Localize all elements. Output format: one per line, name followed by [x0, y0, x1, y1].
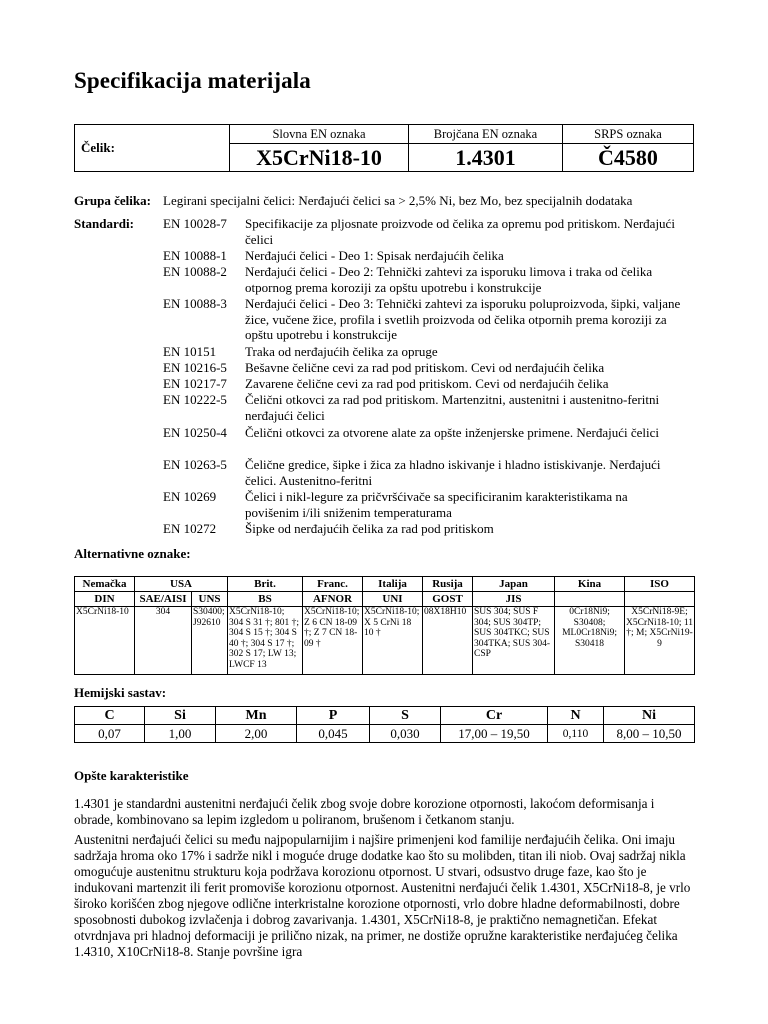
element-header: Mn [216, 707, 297, 725]
element-header: Cr [441, 707, 548, 725]
standard-desc: Traka od nerđajućih čelika za opruge [245, 344, 438, 359]
group-text: Legirani specijalni čelici: Nerđajući čelici sa > 2,5% Ni, bez Mo, bez specijalnih dodataka [163, 193, 633, 208]
steel-group [74, 193, 633, 208]
standard-code: EN 10028-7 [163, 216, 227, 231]
system-header: JIS [473, 592, 555, 607]
standard-desc: Nerđajući čelici - Deo 1: Spisak nerđajućih čelika [245, 248, 504, 263]
country-header: Italija [363, 577, 423, 592]
system-header [625, 592, 695, 607]
group-label: Grupa čelika: [74, 193, 151, 208]
srps-value: Č4580 [563, 144, 694, 172]
standard-desc: Nerđajući čelici - Deo 2: Tehnički zahtevi za isporuku limova i traka od čelika otpornog prema koroziji za opštu upotrebu i konstrukcije [245, 264, 653, 295]
element-value: 1,00 [145, 725, 216, 743]
element-value: 0,07 [75, 725, 145, 743]
general-paragraph-2: Austenitni nerđajući čelici su među najpopularnijim i najšire primenjeni kod familije nerđajućih čelika. Oni imaju sadržaja hroma oko 17% i sadrže nikl i moguće druge dodatke kao što su molibden, titan ili niob. Ovaj sadržaj nikla omogućuje austenitnu strukturu koja podržava korozionu otpornost. U stvari, odsustvo druge faze, kao što je indukovani martenzit ili ferit promoviše korozionu otpornost. Austenitni nerđajući čelik 1.4301, X5CrNi18-8, je vrlo široko korišćen zbog njegove odlične interkristalne korozione otpornosti, vrlo dobre hladne deformabilnosti, dobre sposobnosti dubokog izvlačenja i dobrog zavarivanja. 1.4301, X5CrNi18-8, je praktično nemagnetičan. Efekat otvrdnjava pri hladnoj deformaciji je prilično nizak, na primer, ne dostiže opružne karakteristike nerđajućeg čelika 1.4310, X10CrNi18-8. Stanje površine igra [74, 832, 691, 959]
standard-code: EN 10263-5 [163, 457, 227, 472]
element-value: 0,045 [297, 725, 370, 743]
letter-en-header: Slovna EN oznaka [230, 125, 409, 144]
page-title: Specifikacija materijala [74, 68, 311, 93]
standard-code: EN 10222-5 [163, 392, 227, 407]
chemical-composition-table [74, 706, 695, 743]
country-header: Brit. [228, 577, 303, 592]
designation-cell: SUS 304; SUS F 304; SUS 304TP; SUS 304TKC; SUS 304TKA; SUS 304-CSP [473, 607, 555, 675]
srps-header: SRPS oznaka [563, 125, 694, 144]
element-value: 8,00 – 10,50 [604, 725, 695, 743]
system-header: AFNOR [303, 592, 363, 607]
element-header: N [548, 707, 604, 725]
designation-cell: 0Cr18Ni9; S30408; ML0Cr18Ni9; S30418 [555, 607, 625, 675]
standard-code: EN 10269 [163, 489, 217, 504]
standard-desc: Zavarene čelične cevi za rad pod pritiskom. Cevi od nerđajućih čelika [245, 376, 609, 391]
country-header: Kina [555, 577, 625, 592]
country-header: Nemačka [75, 577, 135, 592]
standard-code: EN 10272 [163, 521, 217, 536]
element-header: Si [145, 707, 216, 725]
numeric-en-value: 1.4301 [409, 144, 563, 172]
standard-code: EN 10250-4 [163, 425, 227, 440]
standard-code: EN 10151 [163, 344, 217, 359]
standard-desc: Šipke od nerđajućih čelika za rad pod pritiskom [245, 521, 494, 536]
standard-code: EN 10088-1 [163, 248, 227, 263]
country-header: Rusija [423, 577, 473, 592]
standard-desc: Bešavne čelične cevi za rad pod pritiskom. Cevi od nerđajućih čelika [245, 360, 605, 375]
element-header: Ni [604, 707, 695, 725]
system-header: GOST [423, 592, 473, 607]
country-header: Japan [473, 577, 555, 592]
element-value: 0,030 [370, 725, 441, 743]
standard-code: EN 10217-7 [163, 376, 227, 391]
steel-designation-table [74, 124, 694, 172]
system-header: SAE/AISI [135, 592, 192, 607]
standard-desc: Čelične gredice, šipke i žica za hladno iskivanje i hladno istiskivanje. Nerđajući čelici. Austenitno-feritni [245, 457, 661, 488]
designation-cell: 08X18H10 [423, 607, 473, 675]
country-header: ISO [625, 577, 695, 592]
designation-cell: X5CrNi18-10; 304 S 31 †; 801 †; 304 S 15 †; 304 S 40 †; 304 S 17 †; 302 S 17; LW 13; LWCF 13 [228, 607, 303, 675]
standard-desc: Čelični otkovci za otvorene alate za opšte inženjerske primene. Nerđajući čelici [245, 425, 660, 440]
country-header: USA [135, 577, 228, 592]
system-header: UNI [363, 592, 423, 607]
designation-cell: X5CrNi18-9E; X5CrNi18-10; 11 †; M; X5CrNi19-9 [625, 607, 695, 675]
element-value: 0,110 [548, 725, 604, 743]
letter-en-value: X5CrNi18-10 [230, 144, 409, 172]
chemistry-heading: Hemijski sastav: [74, 685, 167, 700]
system-header: DIN [75, 592, 135, 607]
designation-cell: X5CrNi18-10; Z 6 CN 18-09 †; Z 7 CN 18-09 † [303, 607, 363, 675]
alternative-heading: Alternativne oznake: [74, 546, 191, 561]
designation-cell: S30400; J92610 [192, 607, 228, 675]
standard-desc: Čelični otkovci za rad pod pritiskom. Martenzitni, austenitni i austenitno-feritni nerđajući čelici [245, 392, 660, 423]
standard-code: EN 10088-3 [163, 296, 227, 311]
standard-desc: Nerđajući čelici - Deo 3: Tehnički zahtevi za isporuku poluproizvoda, šipki, valjane žice, vučene žice, profila i svetlih proizvoda od čelika otpornih prema koroziji za opštu upotrebu i konstrukcije [245, 296, 681, 342]
element-header: S [370, 707, 441, 725]
numeric-en-header: Brojčana EN oznaka [409, 125, 563, 144]
general-paragraph-1: 1.4301 je standardni austenitni nerđajući čelik zbog svoje dobre korozione otpornosti, lakoćom deformisanja i obrade, kombinovano sa lepim izgledom u poliranom, brušenom i četkanom stanju. [74, 796, 655, 827]
designation-cell: X5CrNi18-10; X 5 CrNi 18 10 † [363, 607, 423, 675]
general-heading: Opšte karakteristike [74, 768, 189, 783]
alternative-designations-table [74, 576, 695, 675]
standard-desc: Specifikacije za pljosnate proizvode od čelika za opremu pod pritiskom. Nerđajući čelici [245, 216, 675, 247]
standard-code: EN 10088-2 [163, 264, 227, 279]
standard-desc: Čelici i nikl-legure za pričvršćivače sa specificiranim karakteristikama na povišenim i/ili sniženim temperaturama [245, 489, 628, 520]
system-header: UNS [192, 592, 228, 607]
standard-code: EN 10216-5 [163, 360, 227, 375]
designation-cell: 304 [135, 607, 192, 675]
element-header: C [75, 707, 145, 725]
country-header: Franc. [303, 577, 363, 592]
standards-label: Standardi: [74, 216, 134, 231]
element-value: 2,00 [216, 725, 297, 743]
system-header: BS [228, 592, 303, 607]
element-header: P [297, 707, 370, 725]
designation-cell: X5CrNi18-10 [75, 607, 135, 675]
steel-label: Čelik: [75, 125, 230, 172]
element-value: 17,00 – 19,50 [441, 725, 548, 743]
system-header [555, 592, 625, 607]
